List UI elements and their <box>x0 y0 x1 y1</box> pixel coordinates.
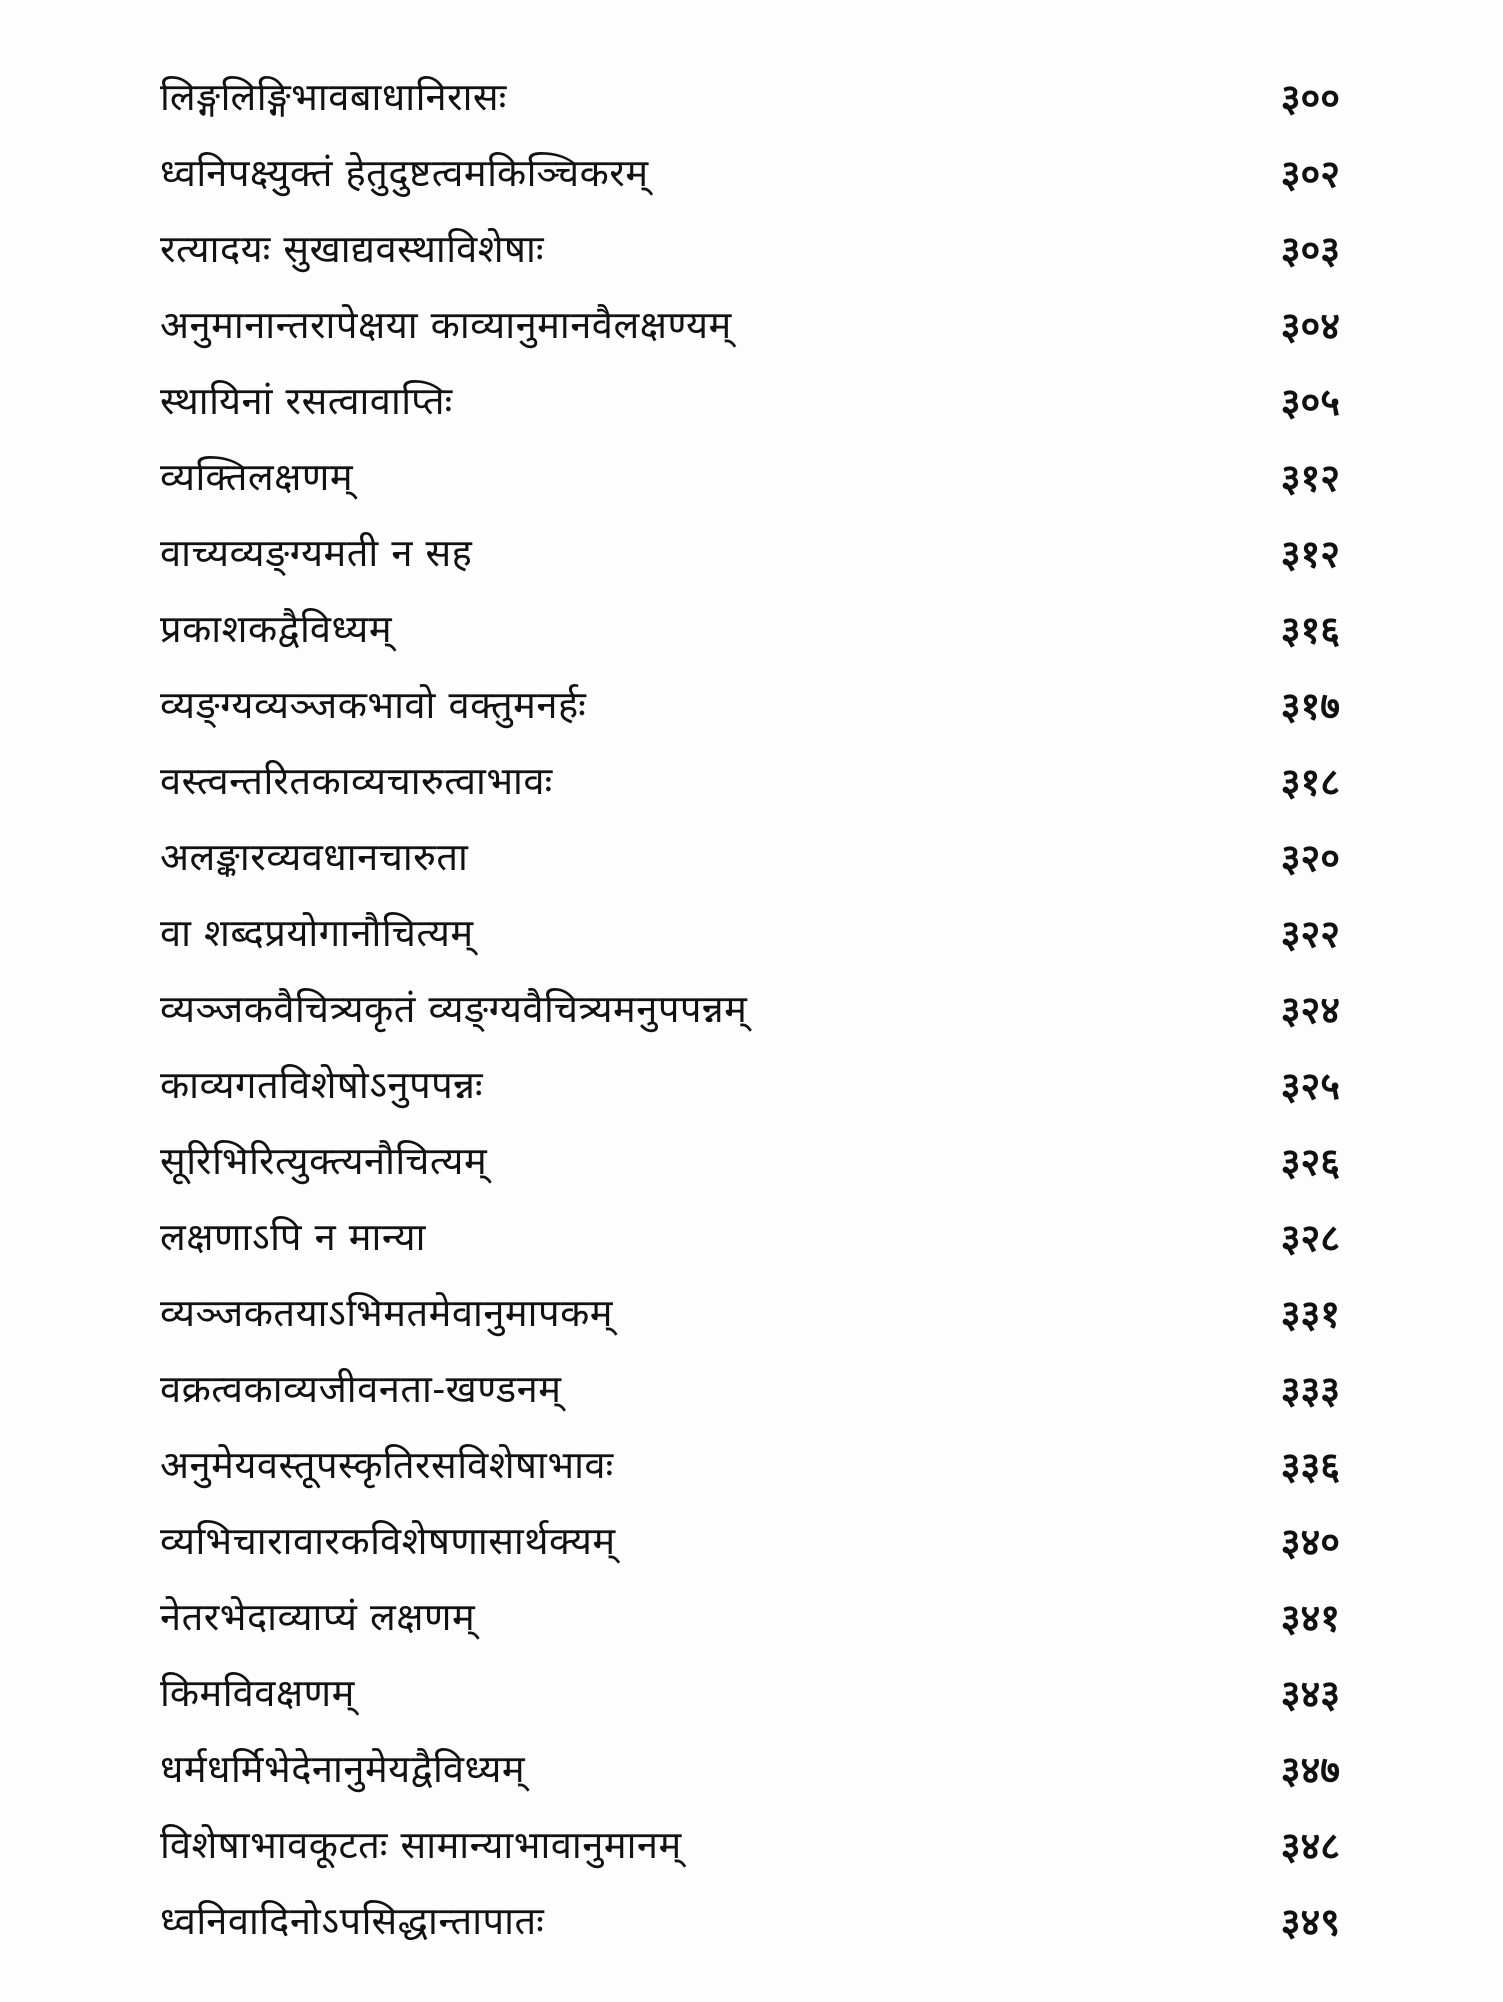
toc-entry-title: व्यक्तिलक्षणम् <box>160 455 354 500</box>
toc-entry <box>160 516 1340 592</box>
toc-entry <box>160 1352 1340 1428</box>
toc-entry-page-number: ३२५ <box>1280 1063 1340 1109</box>
toc-entry-title: अनुमेयवस्तूपस्कृतिरसविशेषाभावः <box>160 1443 614 1488</box>
toc-entry-page-number: ३४८ <box>1280 1823 1340 1869</box>
toc-entry-page-number: ३०४ <box>1280 303 1340 349</box>
toc-entry <box>160 972 1340 1048</box>
toc-entry <box>160 592 1340 668</box>
toc-entry <box>160 820 1340 896</box>
toc-entry-title: सूरिभिरित्युक्त्यनौचित्यम् <box>160 1139 488 1184</box>
toc-entry-title: अलङ्कारव्यवधानचारुता <box>160 835 469 880</box>
toc-entry-title: स्थायिनां रसत्वावाप्तिः <box>160 379 453 424</box>
toc-entry-title: वस्त्वन्तरितकाव्यचारुत्वाभावः <box>160 759 553 804</box>
toc-entry-title: लिङ्गलिङ्गिभावबाधानिरासः <box>160 75 507 120</box>
toc-entry-title: नेतरभेदाव्याप्यं लक्षणम् <box>160 1595 476 1640</box>
toc-entry <box>160 1884 1340 1960</box>
toc-entry-title: धर्मधर्मिभेदेनानुमेयद्वैविध्यम् <box>160 1747 526 1792</box>
toc-entry-title: व्यञ्जकतयाऽभिमतमेवानुमापकम् <box>160 1291 613 1336</box>
toc-entry-page-number: ३१६ <box>1280 607 1340 653</box>
toc-entry <box>160 1200 1340 1276</box>
toc-entry-title: विशेषाभावकूटतः सामान्याभावानुमानम् <box>160 1823 682 1868</box>
toc-entry-page-number: ३१७ <box>1280 683 1340 729</box>
toc-entry-page-number: ३१२ <box>1280 455 1340 501</box>
toc-entry-title: प्रकाशकद्वैविध्यम् <box>160 607 393 652</box>
toc-entry <box>160 1276 1340 1352</box>
toc-entry-page-number: ३०० <box>1280 75 1340 121</box>
toc-entry-title: काव्यगतविशेषोऽनुपपन्नः <box>160 1063 484 1108</box>
toc-entry-page-number: ३३१ <box>1280 1291 1340 1337</box>
toc-entry-page-number: ३१२ <box>1280 531 1340 577</box>
toc-entry <box>160 440 1340 516</box>
toc-entry-title: व्यभिचारावारकविशेषणासार्थक्यम् <box>160 1519 616 1564</box>
toc-entry <box>160 744 1340 820</box>
toc-entry <box>160 1656 1340 1732</box>
toc-entry-page-number: ३४९ <box>1280 1899 1340 1945</box>
toc-entry <box>160 136 1340 212</box>
toc-entry-page-number: ३२० <box>1280 835 1340 881</box>
toc-entry-title: व्यञ्जकवैचित्र्यकृतं व्यङ्ग्यवैचित्र्यमनुपपन्नम् <box>160 987 748 1032</box>
toc-entry-title: लक्षणाऽपि न मान्या <box>160 1215 426 1260</box>
toc-entry-title: वाच्यव्यङ्ग्यमती न सह <box>160 531 473 576</box>
toc-entry-title: ध्वनिवादिनोऽपसिद्धान्तापातः <box>160 1899 545 1944</box>
toc-entry-page-number: ३३३ <box>1280 1367 1340 1413</box>
toc-entry-page-number: ३४७ <box>1280 1747 1340 1793</box>
toc-entry-title: रत्यादयः सुखाद्यवस्थाविशेषाः <box>160 227 545 272</box>
toc-entry-page-number: ३२२ <box>1280 911 1340 957</box>
toc-entry-page-number: ३३६ <box>1280 1443 1340 1489</box>
toc-entry <box>160 1124 1340 1200</box>
toc-entry <box>160 1504 1340 1580</box>
toc-entry-page-number: ३४१ <box>1280 1595 1340 1641</box>
toc-entry-title: किमविवक्षणम् <box>160 1671 355 1716</box>
toc-entry-page-number: ३२८ <box>1280 1215 1340 1261</box>
toc-entry <box>160 668 1340 744</box>
toc-entry-page-number: ३०३ <box>1280 227 1340 273</box>
toc-entry <box>160 1732 1340 1808</box>
toc-entry-page-number: ३२४ <box>1280 987 1340 1033</box>
toc-entry-page-number: ३०२ <box>1280 151 1340 197</box>
toc-entry-page-number: ३०५ <box>1280 379 1340 425</box>
toc-entry-title: अनुमानान्तरापेक्षया काव्यानुमानवैलक्षण्यम् <box>160 303 732 348</box>
toc-entry <box>160 1580 1340 1656</box>
toc-entry <box>160 1428 1340 1504</box>
toc-entry <box>160 288 1340 364</box>
toc-entry-page-number: ३४० <box>1280 1519 1340 1565</box>
toc-entry-page-number: ३४३ <box>1280 1671 1340 1717</box>
toc-entry <box>160 60 1340 136</box>
toc-entry-page-number: ३१८ <box>1280 759 1340 805</box>
toc-entry-title: व्यङ्ग्यव्यञ्जकभावो वक्तुमनर्हः <box>160 683 587 728</box>
toc-entry <box>160 212 1340 288</box>
toc-entry <box>160 364 1340 440</box>
toc-entry <box>160 1048 1340 1124</box>
toc-entry-page-number: ३२६ <box>1280 1139 1340 1185</box>
toc-entry-title: वक्रत्वकाव्यजीवनता-खण्डनम् <box>160 1367 562 1412</box>
toc-entry <box>160 1808 1340 1884</box>
toc-entry-title: ध्वनिपक्ष्युक्तं हेतुदुष्टत्वमकिञ्चिकरम् <box>160 151 649 196</box>
toc-entry-title: वा शब्दप्रयोगानौचित्यम् <box>160 911 474 956</box>
table-of-contents <box>160 60 1340 1960</box>
toc-entry <box>160 896 1340 972</box>
